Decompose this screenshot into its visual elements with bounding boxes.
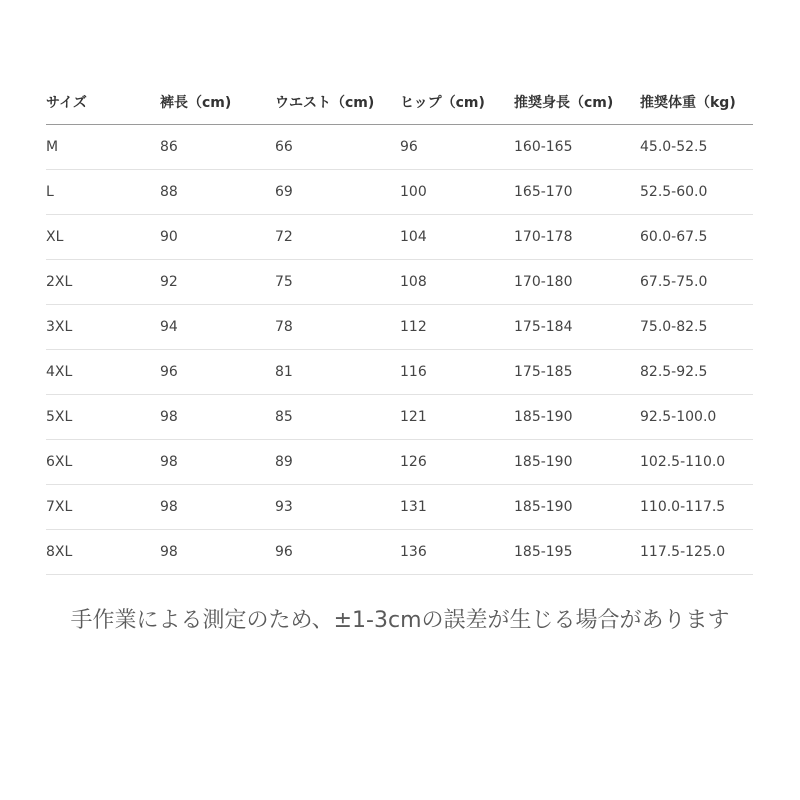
cell-height: 185-190 <box>514 485 640 530</box>
cell-length: 94 <box>160 305 275 350</box>
cell-weight: 45.0-52.5 <box>640 125 753 170</box>
cell-waist: 72 <box>275 215 400 260</box>
table-row <box>46 440 753 485</box>
cell-weight: 52.5-60.0 <box>640 170 753 215</box>
header-length: 裤長（cm) <box>160 80 275 125</box>
cell-size: 8XL <box>46 530 160 575</box>
cell-size: M <box>46 125 160 170</box>
cell-hip: 112 <box>400 305 514 350</box>
cell-height: 185-190 <box>514 440 640 485</box>
cell-hip: 121 <box>400 395 514 440</box>
table-row <box>46 305 753 350</box>
cell-hip: 136 <box>400 530 514 575</box>
table-row <box>46 260 753 305</box>
cell-weight: 110.0-117.5 <box>640 485 753 530</box>
cell-height: 175-184 <box>514 305 640 350</box>
cell-waist: 75 <box>275 260 400 305</box>
header-row <box>46 80 753 125</box>
cell-length: 90 <box>160 215 275 260</box>
header-recommended-height: 推奨身長（cm) <box>514 80 640 125</box>
cell-hip: 116 <box>400 350 514 395</box>
cell-hip: 131 <box>400 485 514 530</box>
cell-size: 3XL <box>46 305 160 350</box>
cell-size: 4XL <box>46 350 160 395</box>
cell-size: 2XL <box>46 260 160 305</box>
cell-size: 5XL <box>46 395 160 440</box>
cell-hip: 108 <box>400 260 514 305</box>
cell-weight: 117.5-125.0 <box>640 530 753 575</box>
cell-weight: 67.5-75.0 <box>640 260 753 305</box>
header-waist: ウエスト（cm) <box>275 80 400 125</box>
cell-height: 185-195 <box>514 530 640 575</box>
cell-height: 165-170 <box>514 170 640 215</box>
table-row <box>46 125 753 170</box>
table-row <box>46 170 753 215</box>
cell-length: 98 <box>160 440 275 485</box>
cell-length: 98 <box>160 530 275 575</box>
cell-hip: 126 <box>400 440 514 485</box>
cell-length: 98 <box>160 485 275 530</box>
cell-height: 185-190 <box>514 395 640 440</box>
cell-height: 175-185 <box>514 350 640 395</box>
cell-waist: 93 <box>275 485 400 530</box>
table-row <box>46 350 753 395</box>
cell-hip: 104 <box>400 215 514 260</box>
cell-weight: 92.5-100.0 <box>640 395 753 440</box>
cell-size: L <box>46 170 160 215</box>
cell-waist: 85 <box>275 395 400 440</box>
header-recommended-weight: 推奨体重（kg) <box>640 80 753 125</box>
cell-weight: 60.0-67.5 <box>640 215 753 260</box>
cell-weight: 102.5-110.0 <box>640 440 753 485</box>
cell-waist: 89 <box>275 440 400 485</box>
table-row <box>46 395 753 440</box>
cell-weight: 75.0-82.5 <box>640 305 753 350</box>
cell-height: 160-165 <box>514 125 640 170</box>
cell-length: 86 <box>160 125 275 170</box>
cell-waist: 66 <box>275 125 400 170</box>
cell-waist: 69 <box>275 170 400 215</box>
size-chart-table <box>46 80 753 575</box>
table-row <box>46 485 753 530</box>
cell-length: 92 <box>160 260 275 305</box>
header-hip: ヒップ（cm) <box>400 80 514 125</box>
cell-length: 96 <box>160 350 275 395</box>
header-size: サイズ <box>46 80 160 125</box>
cell-height: 170-178 <box>514 215 640 260</box>
cell-size: 7XL <box>46 485 160 530</box>
cell-height: 170-180 <box>514 260 640 305</box>
cell-hip: 100 <box>400 170 514 215</box>
cell-waist: 78 <box>275 305 400 350</box>
table-row <box>46 215 753 260</box>
measurement-note: 手作業による測定のため、±1-3cmの誤差が生じる場合があります <box>70 608 730 633</box>
cell-length: 88 <box>160 170 275 215</box>
table-row <box>46 530 753 575</box>
cell-weight: 82.5-92.5 <box>640 350 753 395</box>
cell-size: 6XL <box>46 440 160 485</box>
cell-length: 98 <box>160 395 275 440</box>
cell-waist: 81 <box>275 350 400 395</box>
cell-waist: 96 <box>275 530 400 575</box>
cell-size: XL <box>46 215 160 260</box>
cell-hip: 96 <box>400 125 514 170</box>
